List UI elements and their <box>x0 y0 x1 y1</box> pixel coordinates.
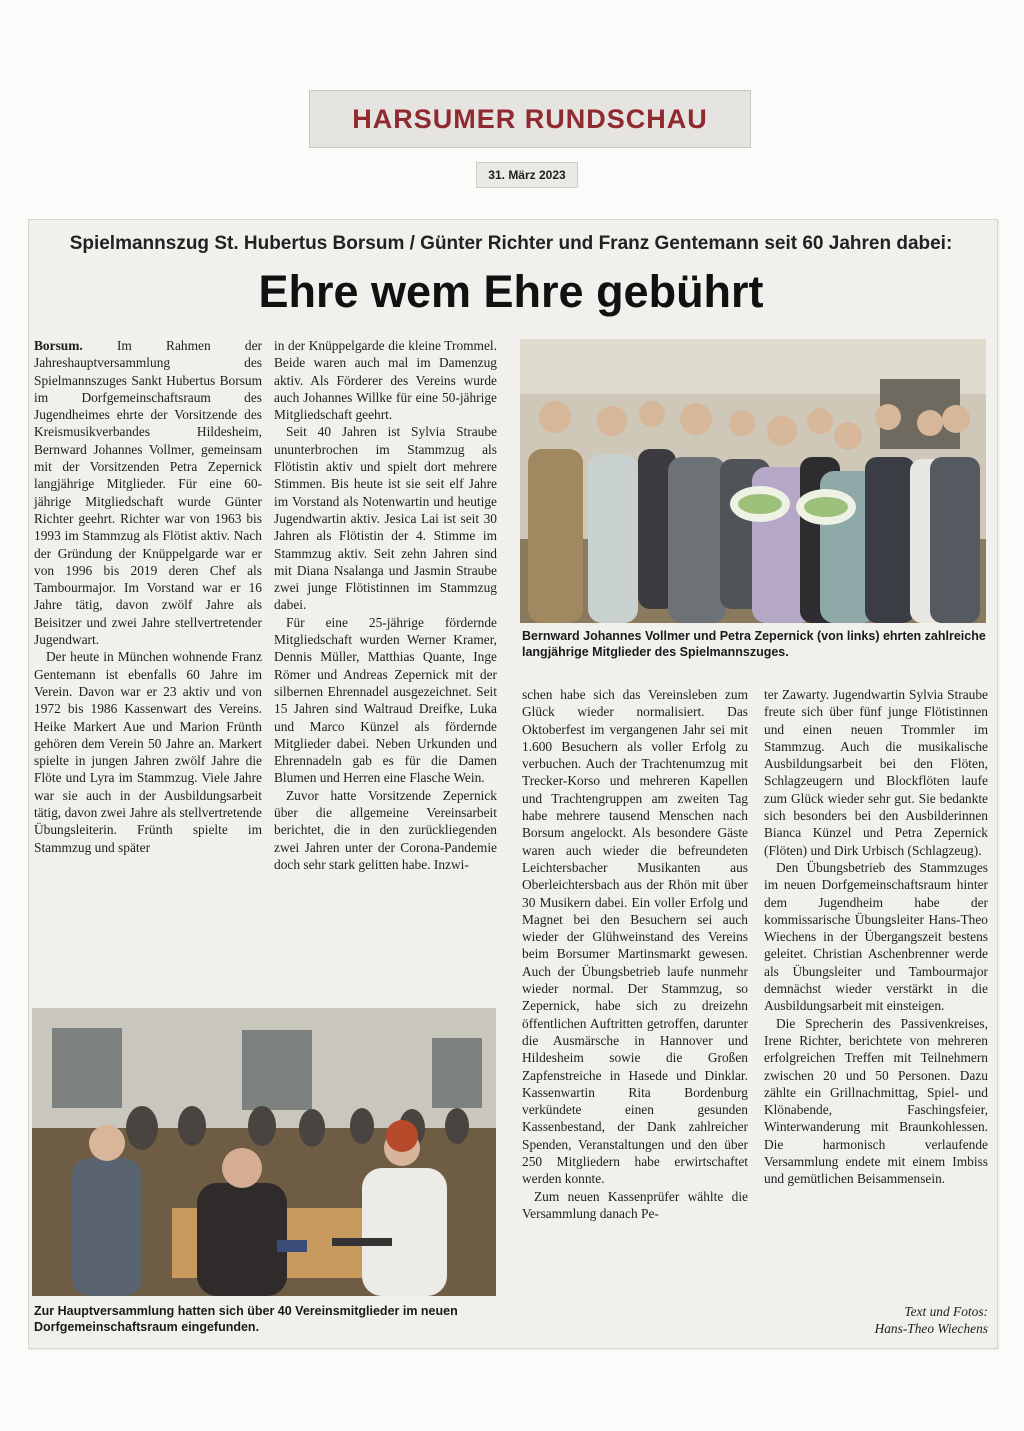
dateline: Borsum. <box>34 338 83 353</box>
credit-line-1: Text und Fotos: <box>904 1304 988 1319</box>
photo-credit <box>764 1303 988 1337</box>
article-column-2 <box>274 337 497 873</box>
publication-date: 31. März 2023 <box>476 162 578 188</box>
article-column-1 <box>34 337 262 856</box>
article-column-4 <box>764 686 988 1188</box>
newspaper-title: HARSUMER RUNDSCHAU <box>352 103 708 134</box>
photo2-caption: Zur Hauptversammlung hatten sich über 40 Vereinsmitglieder im neuen Dorfgemeinschaftsraum eingefunden. <box>34 1304 458 1334</box>
paragraph: Den Übungsbetrieb des Stammzuges im neuen Dorfgemeinschaftsraum hinter dem Jugendheim habe der kommissarische Übungsleiter Hans-Theo Wiechens in der Übergangszeit bestens geleitet. Christian Aschenbrenner werde als Übungsleiter und Tambourmajor demnächst wieder verstärkt in die Ausbildungsarbeit mit einsteigen. <box>764 859 988 1014</box>
photo-honorees-group <box>520 339 986 623</box>
photo-illustration <box>32 1008 496 1296</box>
article-kicker: Spielmannszug St. Hubertus Borsum / Günter Richter und Franz Gentemann seit 60 Jahren dabei: <box>69 233 953 254</box>
paragraph: Zum neuen Kassenprüfer wählte die Versammlung danach Pe- <box>522 1188 748 1221</box>
paragraph: Für eine 25-jährige fördernde Mitgliedschaft wurden Werner Kramer, Dennis Müller, Matthias Quante, Inge Römer und Andreas Zepernick mit der silbernen Ehrennadel ausgezeichnet. Seit 15 Jahren sind Waltraud Dreifke, Luka und Marco Künzel als fördernde Mitglieder dabei. Neben Urkunden und Ehrennadeln gab es für die Damen Blumen und Herren eine Flasche Wein. <box>274 614 497 786</box>
newspaper-masthead <box>309 90 751 148</box>
paragraph: Borsum. Im Rahmen der Jahreshauptversammlung des Spielmannszuges Sankt Hubertus Borsum im Dorfgemeinschaftsraum des Jugendheimes ehrte der Vorsitzende des Kreismusikverbandes Hildesheim, Bernward Johannes Vollmer, gemeinsam mit der Vorsitzenden Petra Zepernick langjährige Mitglieder. Für eine 60-jährige Mitgliedschaft wurde Günter Richter geehrt. Richter war von 1963 bis 1993 im Stammzug als Flötist aktiv. Nach der Gründung der Knüppelgarde war er von 1996 bis 2019 deren Chef als Tambourmajor. Im Vorstand war er 16 Jahre tätig, davon zwölf Jahre als Beisitzer und zwei Jahre stellvertretender Jugendwart. <box>34 338 262 648</box>
paragraph: in der Knüppelgarde die kleine Trommel. Beide waren auch mal im Damenzug aktiv. Als Förderer des Vereins wurde auch Johannes Willke für eine 50-jährige Mitgliedschaft geehrt. <box>274 338 497 423</box>
paragraph: schen habe sich das Vereinsleben zum Glück wieder normalisiert. Das Oktoberfest im vergangenen Jahr sei mit 1.600 Besuchern als voller Erfolg zu verbuchen. Auch der Trachtenumzug mit Trecker-Korso und mehreren Kapellen und Trachtengruppen am zweiten Tag habe mehrere tausend Menschen nach Borsum angelockt. Als besondere Gäste waren auch wieder die befreundeten Leichtersbacher Musikanten aus Oberleichtersbach aus der Rhön mit über 30 Musikern dabei. Ein voller Erfolg und Magnet bei den Besuchern sei auch wieder der Glühweinstand des Vereins beim Borsumer Martinsmarkt gewesen. Auch der Übungsbetrieb laufe nunmehr wieder normal. Der Stammzug, so Zepernick, habe sich zu dreizehn öffentlichen Auftritten getroffen, darunter die Ausmärsche in Hannover und Hildesheim sowie die Großen Zapfenstreiche in Hasede und Dinklar. Kassenwartin Rita Bordenburg verkündete einen gesunden Kassenbestand, der Dank zahlreicher Spenden, Veranstaltungen und den über 250 Mitgliedern habe erwirtschaftet werden konnte. <box>522 687 748 1187</box>
paragraph: Seit 40 Jahren ist Sylvia Straube ununterbrochen im Stammzug als Flötistin aktiv und spielt dort mehrere Stimmen. Bis heute ist sie seit elf Jahre im Vorstand als Notenwartin und heutige Jugendwartin aktiv. Jesica Lai ist seit 30 Jahren als Flötistin der 4. Stimme im Stammzug aktiv. Seit zehn Jahren sind mit Diana Nsalanga und Jasmin Straube zwei junge Flötistinnen im Stammzug dabei. <box>274 424 497 613</box>
paragraph: Die Sprecherin des Passivenkreises, Irene Richter, berichtete von mehreren erfolgreichen Treffen mit Teilnehmern zwischen 20 und 50 Personen. Dazu zählte ein Grillnachmittag, Spiel- und Klönabende, Faschingsfeier, Winterwanderung mit Braunkohlessen. Die harmonisch verlaufende Versammlung endete mit einem Imbiss und gemütlichen Beisammensein. <box>764 1015 988 1187</box>
paragraph: ter Zawarty. Jugendwartin Sylvia Straube freute sich über fünf junge Flötistinnen und einen neuen Trommler im Stammzug. Auch die musikalische Ausbildungsarbeit bei den Flöten, Schlagzeugern und Blockflöten laufe zum Glück wieder sehr gut. Sie bedankte sich besonders bei den Ausbilderinnen Bianca Künzel und Petra Zepernick (Flöten) und Dirk Urbisch (Schlagzeug). <box>764 687 988 858</box>
photo1-caption: Bernward Johannes Vollmer und Petra Zepernick (von links) ehrten zahlreiche langjährige Mitglieder des Spielmannszuges. <box>522 629 986 659</box>
photo-illustration <box>520 339 986 623</box>
paragraph: Zuvor hatte Vorsitzende Zepernick über die allgemeine Vereinsarbeit berichtet, die in den zurückliegenden zwei Jahren unter der Corona-Pandemie doch sehr stark gelitten habe. Inzwi- <box>274 787 497 872</box>
article-headline: Ehre wem Ehre gebührt <box>258 266 764 317</box>
photo-assembly-room <box>32 1008 496 1296</box>
credit-line-2: Hans-Theo Wiechens <box>874 1321 988 1336</box>
paragraph: Der heute in München wohnende Franz Gentemann ist ebenfalls 60 Jahre im Verein. Davon war er 23 aktiv und von 1972 bis 1986 Kassenwart des Vereins. Heike Markert Aue und Marion Frünth gehören dem Verein 50 Jahre an. Markert spielte in jungen Jahren zwölf Jahre die Flöte und Lyra im Stammzug. Viele Jahre war sie auch in der Ausbildungsarbeit tätig, davon zwei Jahre als stellvertretende Übungsleiterin. Frünth spielte im Stammzug und später <box>34 649 262 855</box>
article-column-3 <box>522 686 748 1222</box>
